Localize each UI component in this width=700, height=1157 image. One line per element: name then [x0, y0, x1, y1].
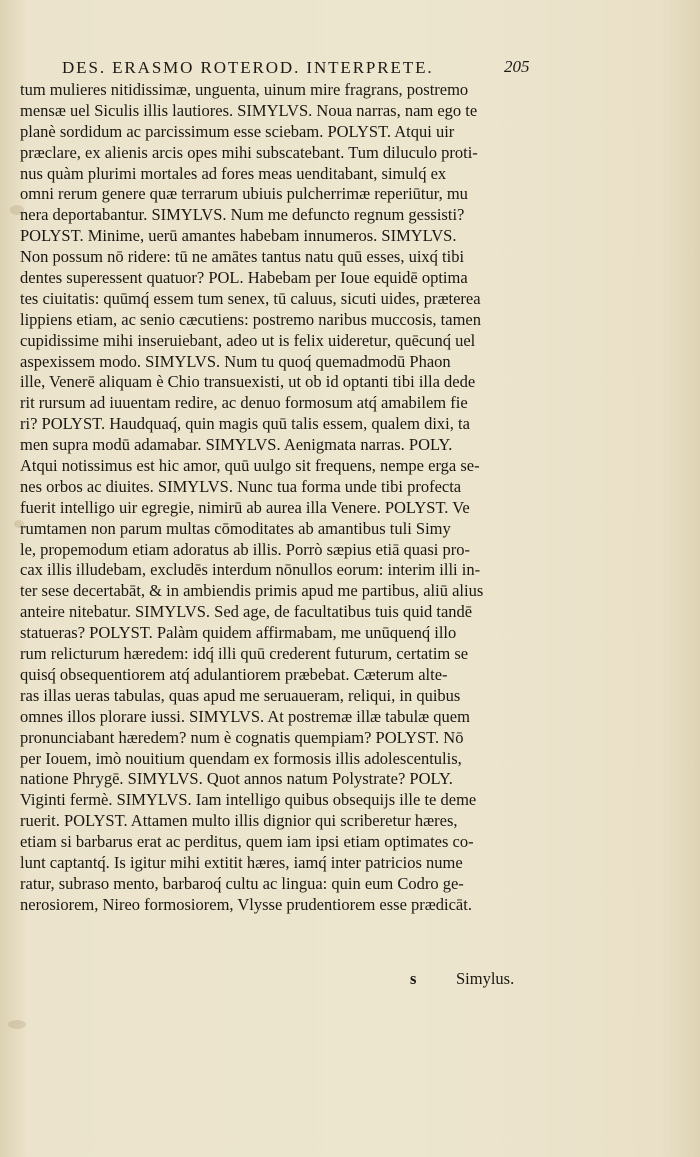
text-line: ille, Venerē aliquam è Chio transuexisti, ut ob id optanti tibi illa dede	[20, 372, 476, 392]
text-line: men supra modū adamabar. SIMYLVS. Aenigmata narras. POLY.	[20, 435, 453, 455]
text-line: nerosiorem, Nireo formosiorem, Vlysse prudentiorem esse prædicāt.	[20, 894, 472, 914]
text-line: anteire nitebatur. SIMYLVS. Sed age, de facultatibus tuis quid tandē	[20, 602, 473, 622]
text-line: omnes illos plorare iussi. SIMYLVS. At postremæ illæ tabulæ quem	[20, 706, 470, 726]
text-line: omni rerum genere quæ terrarum ubiuis pulcherrimæ reperiūtur, mu	[20, 184, 468, 204]
text-line: rit rursum ad iuuentam redire, ac denuo formosum atq́ amabilem fie	[20, 393, 468, 413]
text-line: præclare, ex alienis arcis opes mihi subscatebant. Tum diluculo proti-	[20, 142, 478, 162]
text-line: cupidissime mihi inseruiebant, adeo ut is felix uideretur, quēcunq́ uel	[20, 330, 476, 350]
text-line: per Iouem, imò nouitium quendam ex formosis illis adolescentulis,	[20, 748, 462, 768]
text-line: natione Phrygē. SIMYLVS. Quot annos natum Polystrate? POLY.	[20, 769, 453, 789]
text-line: statueras? POLYST. Palàm quidem affirmabam, me unūquenq́ illo	[20, 623, 457, 643]
text-block	[20, 80, 540, 916]
paper-stain	[8, 1020, 26, 1029]
text-line: lunt captantq́. Is igitur mihi extitit hæres, iamq́ inter patricios nume	[20, 852, 463, 872]
page-header	[62, 58, 552, 80]
text-line: cax illis illudebam, excludēs interdum nōnullos eorum: interim illi in-	[20, 560, 481, 580]
text-line: tum mulieres nitidissimæ, unguenta, uinum mire fragrans, postremo	[20, 80, 469, 99]
catchword: Simylus.	[456, 969, 515, 988]
text-line: lippiens etiam, ac senio cæcutiens: postremo naribus muccosis, tamen	[20, 309, 481, 329]
text-line: ter sese decertabāt, & in ambiendis primis apud me partibus, aliū alius	[20, 581, 484, 601]
text-line: dentes superessent quatuor? POL. Habebam per Ioue equidē optima	[20, 268, 468, 288]
page-footer	[410, 969, 550, 991]
text-line: fuerit intelligo uir egregie, nimirū ab aurea illa Venere. POLYST. Ve	[20, 497, 470, 517]
text-line: Viginti fermè. SIMYLVS. Iam intelligo quibus obsequijs ille te deme	[20, 790, 477, 810]
text-line: nera deportabantur. SIMYLVS. Num me defuncto regnum gessisti?	[20, 205, 465, 225]
text-line: rum relicturum hæredem: idq́ illi quū crederent futurum, certatim se	[20, 644, 469, 664]
text-line: POLYST. Minime, uerū amantes habebam innumeros. SIMYLVS.	[20, 226, 457, 246]
text-line: etiam si barbarus erat ac perditus, quem iam ipsi etiam optimates co-	[20, 832, 474, 852]
text-line: tes ciuitatis: quūmq́ essem tum senex, tū caluus, sicuti uides, præterea	[20, 288, 481, 308]
signature-mark: s	[410, 969, 417, 988]
text-line: ratur, subraso mento, barbaroq́ cultu ac lingua: quin eum Codro ge-	[20, 873, 464, 893]
text-line: nes orbos ac diuites. SIMYLVS. Nunc tua forma unde tibi profecta	[20, 476, 462, 496]
running-head: DES. ERASMO ROTEROD. INTERPRETE.	[62, 58, 434, 77]
page-number: 205	[504, 57, 530, 76]
text-line: Atqui notissimus est hic amor, quū uulgo sit frequens, nempe erga se-	[20, 456, 480, 476]
text-line: quisq́ obsequentiorem atq́ adulantiorem præbebat. Cæterum alte-	[20, 664, 448, 684]
text-line: mensæ uel Siculis illis lautiores. SIMYLVS. Noua narras, nam ego te	[20, 100, 478, 120]
text-line: rumtamen non parum multas cōmoditates ab amantibus tuli Simy	[20, 518, 451, 538]
text-line: Non possum nō ridere: tū ne amātes tantus natu quū esses, uixq́ tibi	[20, 247, 465, 267]
text-line: planè sordidum ac parcissimum esse sciebam. POLYST. Atqui uir	[20, 121, 455, 141]
text-line: ruerit. POLYST. Attamen multo illis dignior qui scriberetur hæres,	[20, 811, 458, 831]
text-line: pronunciabant hæredem? num è cognatis quempiam? POLYST. Nō	[20, 727, 464, 747]
text-line: nus quàm plurimi mortales ad fores meas uenditabant, simulq́ ex	[20, 163, 447, 183]
text-line: aspexissem modo. SIMYLVS. Num tu quoq́ quemadmodū Phaon	[20, 351, 451, 371]
text-line: ri? POLYST. Haudquaq́, quin magis quū talis essem, qualem dixi, ta	[20, 414, 470, 434]
text-line: ras illas ueras tabulas, quas apud me seruaueram, reliqui, in quibus	[20, 685, 461, 705]
text-line: le, propemodum etiam adoratus ab illis. Porrò sæpius etiā quasi pro-	[20, 539, 471, 559]
